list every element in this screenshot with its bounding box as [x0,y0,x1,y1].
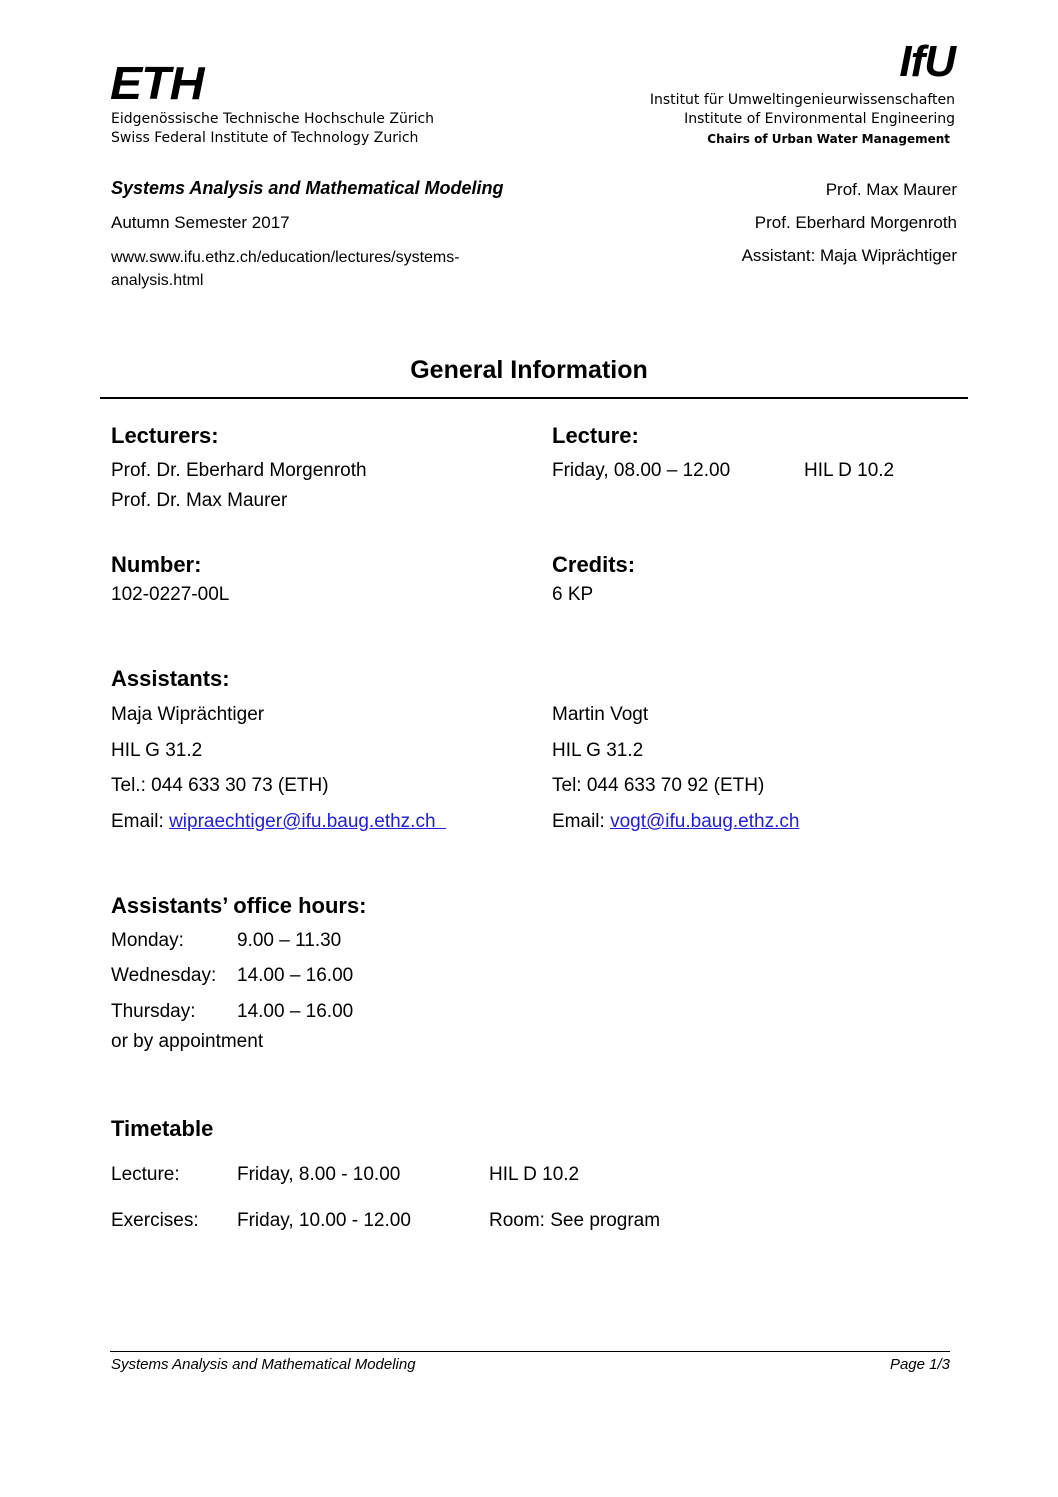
eth-name-en: Swiss Federal Institute of Technology Zurich [111,130,419,146]
lecture-room: HIL D 10.2 [804,460,895,481]
office-hours-time-2: 14.00 – 16.00 [237,965,354,986]
course-title: Systems Analysis and Mathematical Modeling [111,178,504,198]
lecture-time: Friday, 08.00 – 12.00 [552,460,731,481]
staff-1: Prof. Max Maurer [825,180,957,199]
timetable-time-1: Friday, 8.00 - 10.00 [237,1164,401,1185]
timetable-heading: Timetable [111,1116,214,1141]
timetable-room-2: Room: See program [489,1210,661,1231]
timetable-time-2: Friday, 10.00 - 12.00 [237,1210,411,1231]
document-title: General Information [410,356,648,384]
eth-logo: ETH [110,57,204,109]
assistant-2-room: HIL G 31.2 [552,740,644,761]
ifu-name-de: Institut für Umweltingenieurwissenschaften [649,92,955,108]
lecturer-2: Prof. Dr. Max Maurer [111,490,288,511]
lecture-heading: Lecture: [552,423,639,448]
eth-name-de: Eidgenössische Technische Hochschule Zürich [111,111,435,127]
office-hours-note: or by appointment [111,1031,264,1052]
office-hours-time-1: 9.00 – 11.30 [237,930,342,951]
assistant-2-name: Martin Vogt [552,704,649,725]
office-hours-day-1: Monday: [111,930,184,951]
credits-heading: Credits: [552,552,636,577]
staff-2: Prof. Eberhard Morgenroth [754,213,957,232]
assistant-1-tel: Tel.: 044 633 30 73 (ETH) [111,775,329,796]
assistant-2-email-link[interactable]: vogt@ifu.baug.ethz.ch [610,811,800,832]
lecturers-heading: Lecturers: [111,423,219,448]
assistant-1-email-row [111,811,446,833]
ifu-name-en: Institute of Environmental Engineering [684,111,955,127]
assistant-2-email-label: Email: [552,811,611,832]
footer-title: Systems Analysis and Mathematical Modeling [111,1356,416,1373]
course-url-line1: www.sww.ifu.ethz.ch/education/lectures/systems- [111,249,460,266]
timetable-type-1: Lecture: [111,1164,180,1185]
ifu-logo: IfU [899,37,955,86]
staff-3: Assistant: Maja Wiprächtiger [741,246,957,265]
number-heading: Number: [111,552,202,577]
number-value: 102-0227-00L [111,584,230,605]
assistant-1-email-label: Email: [111,811,170,832]
timetable-room-1: HIL D 10.2 [489,1164,580,1185]
office-hours-day-2: Wednesday: [111,965,217,986]
course-url-line2: analysis.html [111,272,204,289]
office-hours-heading: Assistants’ office hours: [111,893,367,918]
credits-value: 6 KP [552,584,594,605]
assistant-1-email-link[interactable]: wipraechtiger@ifu.baug.ethz.ch [169,811,436,832]
timetable-type-2: Exercises: [111,1210,199,1231]
assistant-2-email-row [552,811,799,833]
assistant-1-name: Maja Wiprächtiger [111,704,265,725]
title-rule [100,397,968,399]
assistant-1-email-link-tail[interactable] [436,811,447,832]
assistant-2-tel: Tel: 044 633 70 92 (ETH) [552,775,765,796]
assistant-1-room: HIL G 31.2 [111,740,203,761]
office-hours-day-3: Thursday: [111,1001,196,1022]
ifu-chair: Chairs of Urban Water Management [707,132,950,146]
course-semester: Autumn Semester 2017 [111,213,290,232]
office-hours-time-3: 14.00 – 16.00 [237,1001,354,1022]
footer-rule [110,1351,950,1352]
assistants-heading: Assistants: [111,666,230,691]
lecturer-1: Prof. Dr. Eberhard Morgenroth [111,460,367,481]
footer-page-number: Page 1/3 [889,1356,950,1373]
